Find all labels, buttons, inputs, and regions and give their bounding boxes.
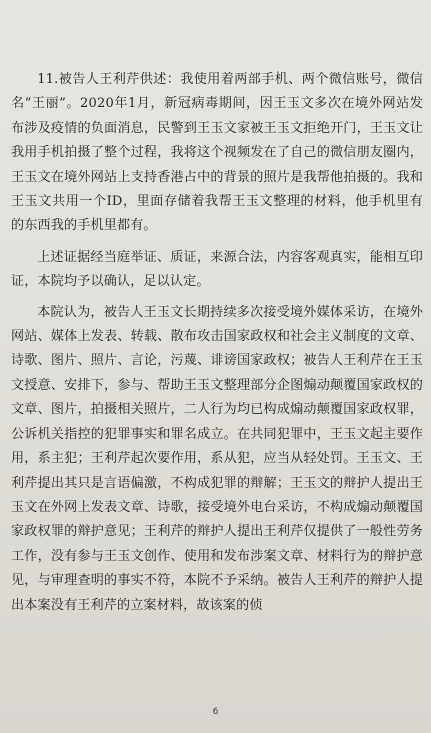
document-body (11, 68, 423, 624)
paragraph-testimony-11: 11.被告人王利芹供述：我使用着两部手机、两个微信账号，微信名“王丽”。2020年1月，新冠病毒期间，因王玉文多次在境外网站发布涉及疫情的负面消息，民警到王玉文家被王玉文拒绝开门，王玉文让我用手机拍摄了整个过程，我将这个视频发在了自己的微信朋友圈内，王玉文在境外网站上支持香港占中的背景的照片是我帮他拍摄的。我和王玉文共用一个ID，里面存储着我帮王玉文整理的材料，他手机里有的东西我的手机里都有。 (11, 72, 423, 234)
paragraph-evidence-confirmation: 上述证据经当庭举证、质证，来源合法，内容客观真实，能相互印证，本院均予以确认，足以认定。 (11, 249, 423, 290)
paragraph-court-opinion: 本院认为，被告人王玉文长期持续多次接受境外媒体采访，在境外网站、媒体上发表、转载、散布攻击国家政权和社会主义制度的文章、诗歌、图片、照片、言论，污蔑、诽谤国家政权；被告人王利芹在王玉文授意、安排下，参与、帮助王玉文整理部分企图煽动颠覆国家政权的文章、图片，拍摄相关照片，二人行为均已构成煽动颠覆国家政权罪，公诉机关指控的犯罪事实和罪名成立。在共同犯罪中，王玉文起主要作用，系主犯；王利芹起次要作用，系从犯，应当从轻处罚。王玉文、王利芹提出其只是言语偏激，不构成犯罪的辩解；王玉文的辩护人提出王玉文在外网上发表文章、诗歌，接受境外电台采访，不构成煽动颠覆国家政权罪的辩护意见；王利芹的辩护人提出王利芹仅提供了一般性劳务工作，没有参与王玉文创作、使用和发布涉案文章、材料行为的辩护意见，与审理查明的事实不符，本院不予采纳。被告人王利芹的辩护人提出本案没有王利芹的立案材料，故该案的侦 (11, 304, 423, 613)
page-number: 6 (212, 707, 219, 717)
